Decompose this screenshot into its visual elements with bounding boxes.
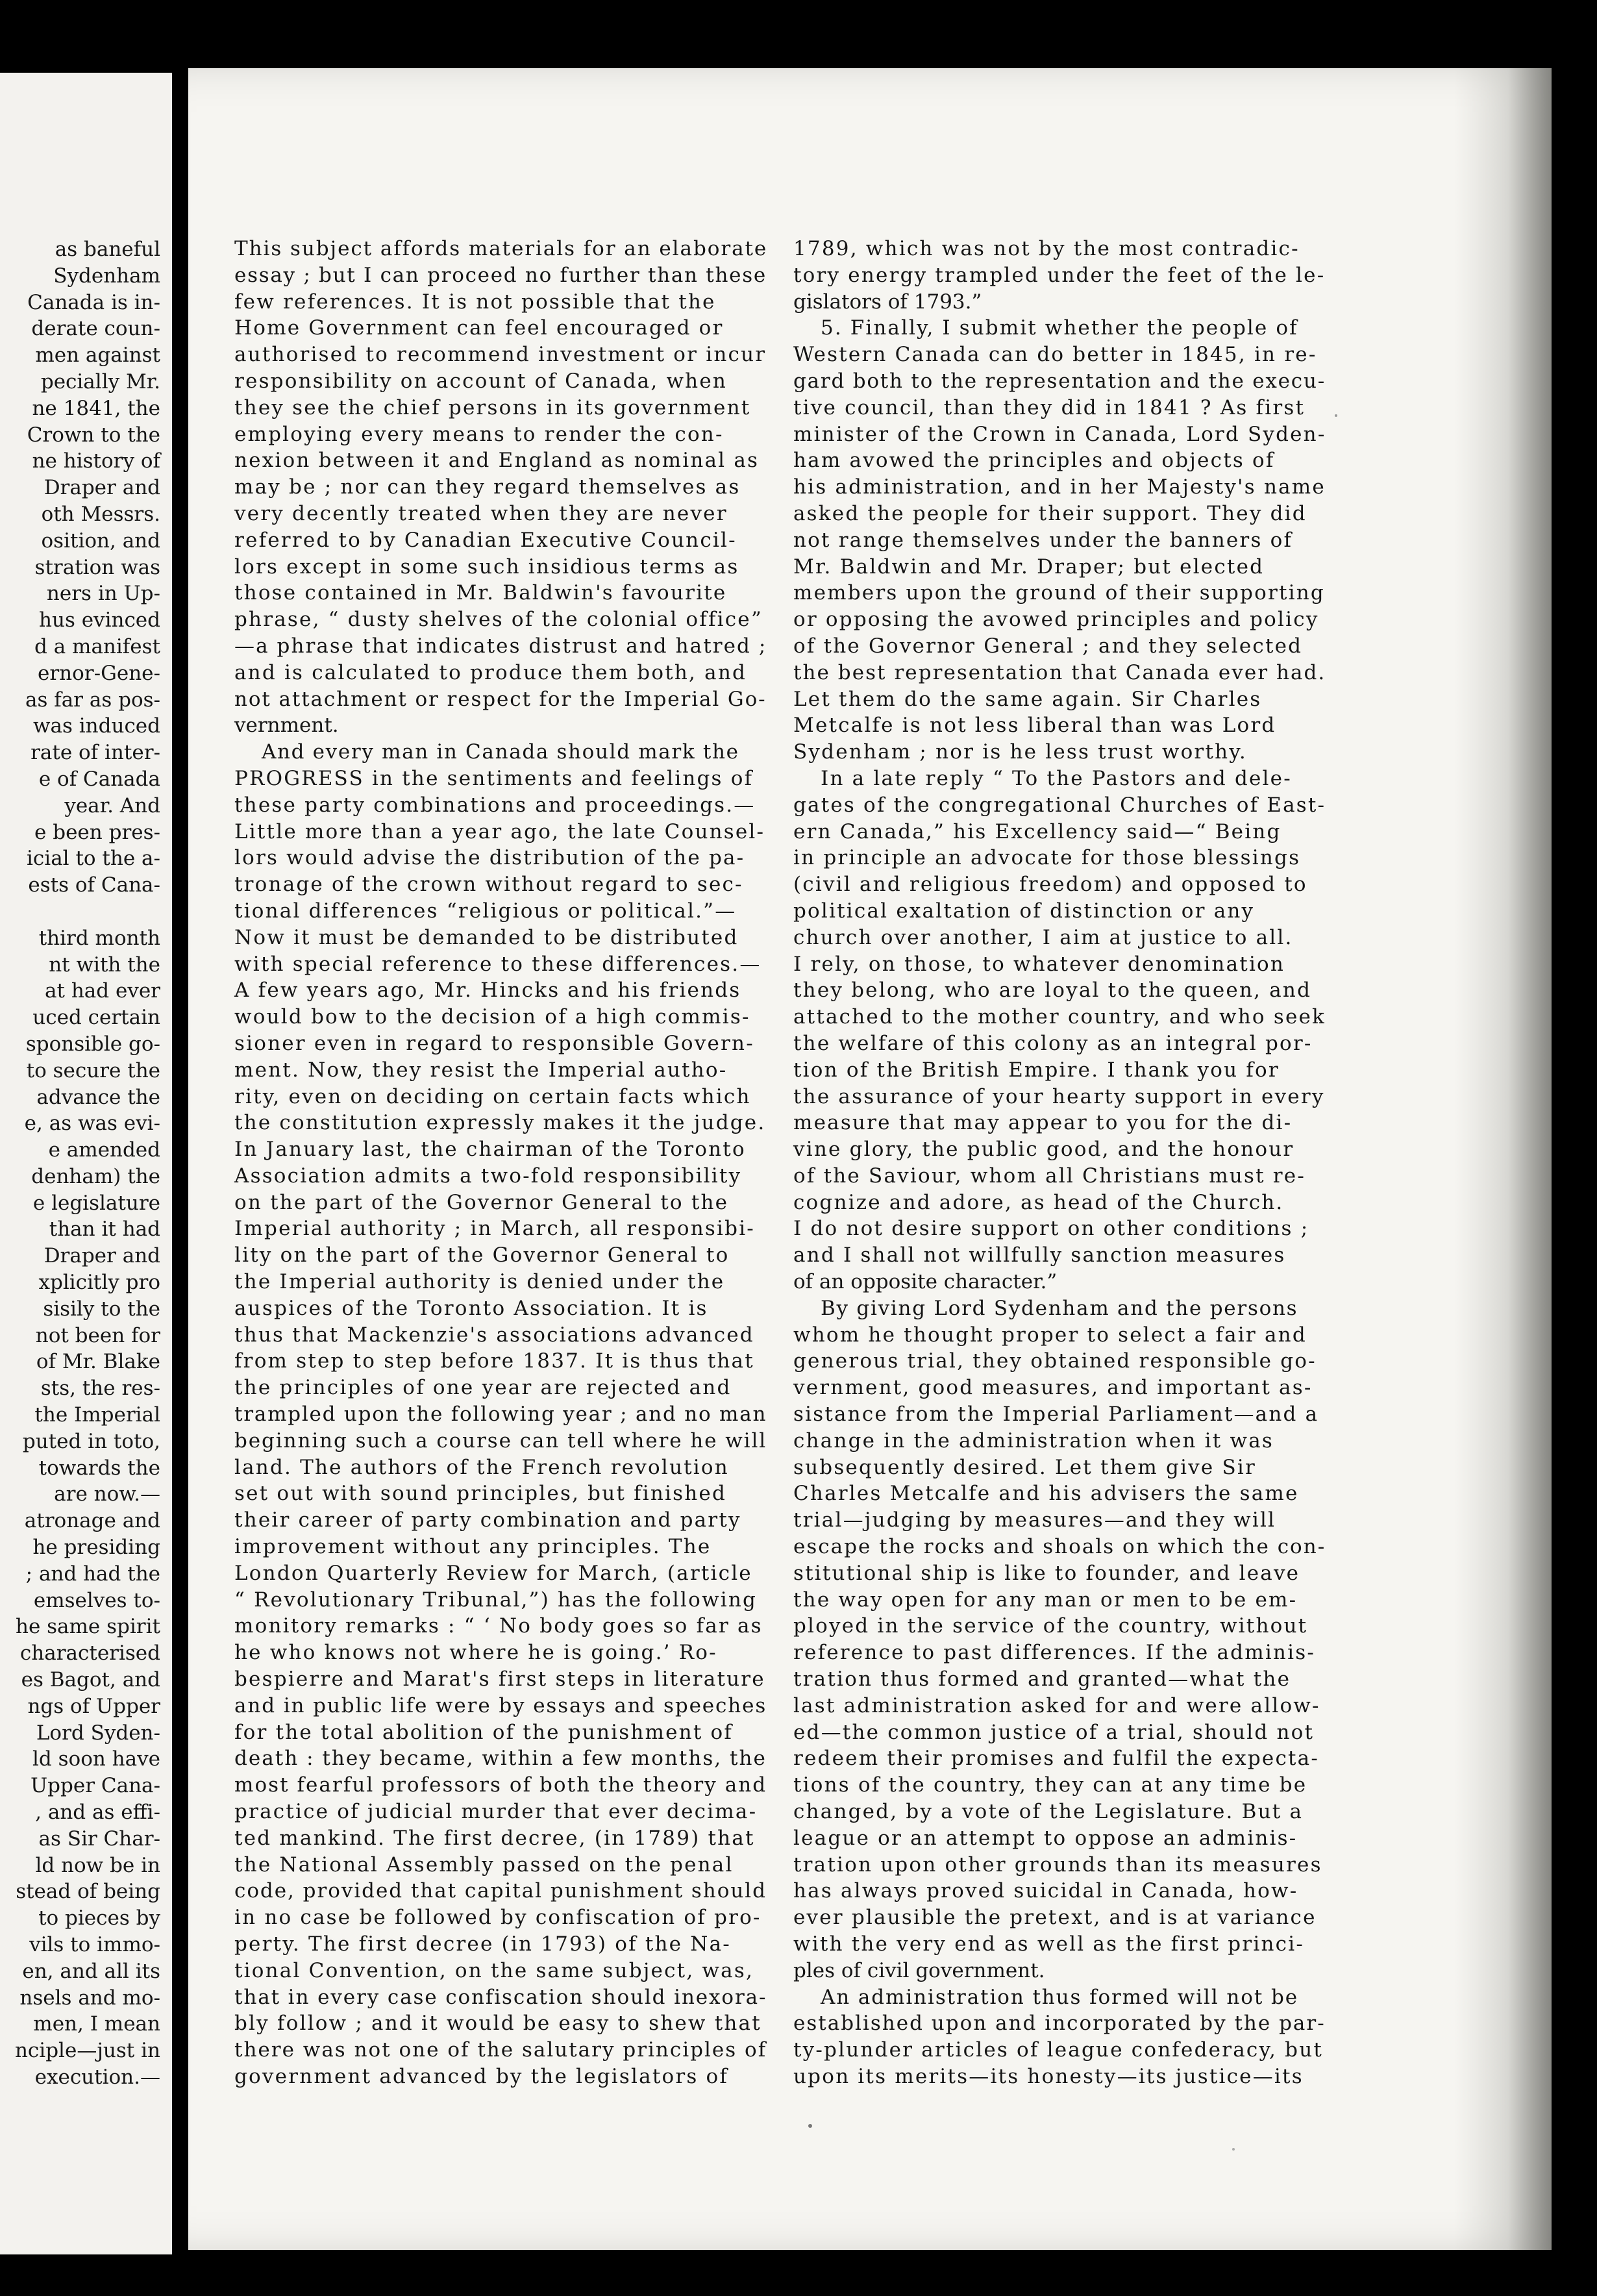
text-line: minister of the Crown in Canada, Lord Syden-: [793, 422, 1326, 446]
text-line: cognize and adore, as head of the Church.: [793, 1190, 1284, 1214]
text-line: on the part of the Governor General to the: [234, 1190, 729, 1214]
text-line: may be ; nor can they regard themselves as: [234, 475, 741, 499]
text-line: practice of judicial murder that ever decima-: [234, 1800, 758, 1824]
text-line: beginning such a course can tell where he will: [234, 1429, 767, 1453]
text-line: escape the rocks and shoals on which the con-: [793, 1535, 1326, 1559]
text-line: subsequently desired. Let them give Sir: [793, 1455, 1257, 1479]
text-line: ployed in the service of the country, without: [793, 1614, 1308, 1638]
text-line: they see the chief persons in its government: [234, 395, 751, 419]
text-line: the best representation that Canada ever had.: [793, 660, 1326, 684]
text-line: rity, even on deciding on certain facts which: [234, 1084, 751, 1108]
text-line: as Sir Char-: [38, 1827, 160, 1851]
text-line: for the total abolition of the punishment of: [234, 1720, 734, 1744]
text-line: characterised: [19, 1641, 160, 1666]
text-line: there was not one of the salutary principles of: [234, 2038, 767, 2062]
text-line: last administration asked for and were allow-: [793, 1693, 1320, 1717]
previous-page-edge: [0, 73, 172, 2254]
text-line: Charles Metcalfe and his advisers the same: [793, 1482, 1299, 1506]
text-line: redeem their promises and fulfil the expecta-: [793, 1747, 1320, 1771]
text-line: [0, 899, 160, 925]
text-line: nexion between it and England as nominal as: [234, 449, 760, 473]
text-line: icial to the a-: [27, 847, 160, 871]
text-line: And every man in Canada should mark the: [262, 740, 739, 764]
text-line: Lord Syden-: [36, 1721, 160, 1745]
text-line: In a late reply “ To the Pastors and dele-: [821, 766, 1292, 790]
text-line: responsibility on account of Canada, when: [234, 369, 728, 393]
text-line: of an opposite character.”: [793, 1270, 1058, 1294]
text-line: emselves to-: [33, 1588, 160, 1612]
text-line: the welfare of this colony as an integral por-: [793, 1031, 1313, 1055]
text-line: they belong, who are loyal to the queen, and: [793, 979, 1312, 1003]
text-line: phrase, “ dusty shelves of the colonial office”: [234, 608, 763, 632]
text-line: gates of the congregational Churches of East-: [793, 793, 1326, 817]
text-line: ests of Cana-: [28, 873, 160, 897]
text-line: nsels and mo-: [19, 1986, 160, 2010]
text-line: tions of the country, they can at any time be: [793, 1773, 1307, 1797]
text-line: thus that Mackenzie's associations advanced: [234, 1323, 754, 1347]
text-line: tration upon other grounds than its measures: [793, 1853, 1322, 1877]
text-line: and in public life were by essays and speeches: [234, 1693, 767, 1717]
text-line: tory energy trampled under the feet of the le-: [793, 263, 1326, 287]
text-line: I do not desire support on other conditions ;: [793, 1217, 1309, 1241]
text-line: would bow to the decision of a high commis-: [234, 1005, 750, 1029]
text-line: most fearful professors of both the theory and: [234, 1773, 767, 1797]
text-line: oth Messrs.: [41, 502, 160, 526]
text-line: osition, and: [41, 529, 160, 553]
text-line: ment. Now, they resist the Imperial autho-: [234, 1058, 728, 1082]
text-line: Canada is in-: [27, 290, 160, 314]
text-line: third month: [38, 926, 160, 950]
text-line: —a phrase that indicates distrust and hatred ;: [234, 634, 767, 658]
text-line: Imperial authority ; in March, all responsibi-: [234, 1217, 755, 1241]
text-line: uced certain: [32, 1006, 160, 1030]
text-line: lity on the part of the Governor General to: [234, 1243, 730, 1267]
text-line: very decently treated when they are never: [234, 501, 728, 525]
text-line: sioner even in regard to responsible Govern-: [234, 1031, 754, 1055]
text-line: vernment, good measures, and important as-: [793, 1376, 1313, 1400]
text-line: ; and had the: [25, 1562, 160, 1586]
text-line: changed, by a vote of the Legislature. But a: [793, 1800, 1304, 1824]
text-line: Association admits a two-fold responsibility: [234, 1164, 742, 1188]
text-line: those contained in Mr. Baldwin's favourite: [234, 581, 727, 605]
text-line: Metcalfe is not less liberal than was Lord: [793, 714, 1276, 738]
text-line: d a manifest: [34, 634, 160, 658]
text-line: tional differences “religious or political.”—: [234, 899, 737, 923]
text-line: hus evinced: [39, 608, 160, 632]
text-line: In January last, the chairman of the Toronto: [234, 1138, 746, 1162]
text-line: that in every case confiscation should inexora-: [234, 1985, 767, 2009]
text-line: the constitution expressly makes it the judge.: [234, 1111, 766, 1135]
text-line: pecially Mr.: [40, 369, 160, 393]
text-line: stration was: [34, 555, 160, 579]
text-line: with the very end as well as the first princi-: [793, 1932, 1304, 1956]
text-line: trampled upon the following year ; and no man: [234, 1403, 767, 1427]
text-line: has always proved suicidal in Canada, how-: [793, 1879, 1298, 1903]
text-line: are now.—: [54, 1482, 160, 1506]
text-line: nt with the: [49, 953, 160, 977]
text-line: in principle an advocate for those blessings: [793, 846, 1301, 870]
text-line: PROGRESS in the sentiments and feelings of: [234, 766, 754, 790]
text-line: ernor-Gene-: [38, 661, 160, 685]
text-line: not been for: [35, 1323, 160, 1347]
text-line: vine glory, the public good, and the honour: [793, 1138, 1294, 1162]
text-line: gislators of 1793.”: [793, 290, 982, 314]
text-line: e of Canada: [38, 767, 160, 791]
page-fold-shadow: [1454, 68, 1552, 2250]
text-line: 5. Finally, I submit whether the people of: [821, 316, 1298, 340]
text-line: of Mr. Blake: [36, 1350, 160, 1374]
text-line: political exaltation of distinction or any: [793, 899, 1255, 923]
text-line: he presiding: [32, 1536, 160, 1560]
text-line: An administration thus formed will not be: [821, 1985, 1298, 2009]
text-line: London Quarterly Review for March, (article: [234, 1561, 752, 1585]
text-line: e legislature: [32, 1191, 160, 1215]
text-line: lors except in some such insidious terms as: [234, 555, 739, 579]
text-line: e been pres-: [34, 820, 160, 844]
text-line: attached to the mother country, and who seek: [793, 1005, 1326, 1029]
text-line: sisily to the: [43, 1297, 160, 1321]
text-line: change in the administration when it was: [793, 1429, 1274, 1453]
text-line: sponsible go-: [25, 1032, 160, 1056]
text-line: he same spirit: [15, 1615, 160, 1639]
text-line: not range themselves under the banners of: [793, 528, 1293, 552]
text-line: ham avowed the principles and objects of: [793, 449, 1275, 473]
text-line: their career of party combination and party: [234, 1508, 741, 1532]
text-line: puted in toto,: [22, 1429, 160, 1453]
text-line: (civil and religious freedom) and opposed to: [793, 873, 1307, 897]
text-line: to pieces by: [38, 1906, 160, 1930]
text-line: the National Assembly passed on the penal: [234, 1853, 734, 1877]
text-line: tional Convention, on the same subject, was,: [234, 1958, 754, 1982]
text-line: ern Canada,” his Excellency said—“ Being: [793, 819, 1281, 843]
text-column-right: [793, 236, 1324, 2090]
text-line: vils to immo-: [29, 1933, 160, 1956]
text-line: en, and all its: [22, 1959, 160, 1983]
text-line: ne 1841, the: [32, 396, 160, 420]
text-line: improvement without any principles. The: [234, 1535, 712, 1559]
text-line: death : they became, within a few months, the: [234, 1747, 767, 1771]
text-line: Draper and: [43, 1244, 160, 1268]
text-line: trial—judging by measures—and they will: [793, 1508, 1276, 1532]
text-line: upon its merits—its honesty—its justice—its: [793, 2064, 1304, 2088]
text-line: members upon the ground of their supporting: [793, 581, 1325, 605]
text-line: code, provided that capital punishment should: [234, 1879, 767, 1903]
text-line: e, as was evi-: [24, 1112, 160, 1136]
text-line: atronage and: [24, 1509, 160, 1533]
text-line: his administration, and in her Majesty's name: [793, 475, 1326, 499]
text-line: lors would advise the distribution of the pa-: [234, 846, 745, 870]
text-line: Sydenham: [53, 264, 160, 288]
text-line: Little more than a year ago, the late Counsel-: [234, 819, 765, 843]
text-line: This subject affords materials for an elaborate: [234, 237, 768, 260]
text-line: 1789, which was not by the most contradic-: [793, 237, 1300, 260]
text-line: bespierre and Marat's first steps in literature: [234, 1667, 765, 1691]
text-line: sistance from the Imperial Parliament—and a: [793, 1403, 1319, 1427]
text-line: these party combinations and proceedings.—: [234, 793, 756, 817]
text-line: bly follow ; and it would be easy to shew that: [234, 2012, 761, 2036]
text-line: in no case be followed by confiscation of pro-: [234, 1906, 761, 1930]
text-line: men against: [35, 343, 160, 368]
text-line: stead of being: [16, 1880, 160, 1904]
text-line: from step to step before 1837. It is thus that: [234, 1349, 754, 1373]
text-line: sts, the res-: [40, 1377, 160, 1401]
text-line: reference to past differences. If the adminis-: [793, 1641, 1315, 1665]
text-line: men, I mean: [33, 2012, 160, 2036]
text-line: “ Revolutionary Tribunal,”) has the following: [234, 1588, 758, 1612]
text-line: as baneful: [55, 238, 160, 261]
text-line: ever plausible the pretext, and is at variance: [793, 1906, 1317, 1930]
text-line: Draper and: [43, 476, 160, 500]
text-line: Crown to the: [27, 423, 160, 447]
text-line: Let them do the same again. Sir Charles: [793, 687, 1262, 711]
text-line: ty-plunder articles of league confederacy, but: [793, 2038, 1324, 2062]
text-line: tronage of the crown without regard to sec-: [234, 873, 743, 897]
text-line: stitutional ship is like to founder, and leave: [793, 1561, 1300, 1585]
text-line: I rely, on those, to whatever denomination: [793, 952, 1285, 976]
text-line: ners in Up-: [46, 582, 160, 606]
text-line: Sydenham ; nor is he less trust worthy.: [793, 740, 1247, 764]
text-line: rate of inter-: [31, 741, 160, 765]
text-line: the principles of one year are rejected and: [234, 1376, 732, 1400]
text-line: essay ; but I can proceed no further than these: [234, 263, 767, 287]
text-line: the Imperial authority is denied under the: [234, 1270, 725, 1294]
text-line: es Bagot, and: [21, 1668, 160, 1692]
text-line: A few years ago, Mr. Hincks and his friends: [234, 979, 741, 1003]
text-column-left: [234, 236, 768, 2090]
text-line: ld soon have: [32, 1747, 160, 1771]
text-line: the assurance of your hearty support in every: [793, 1084, 1325, 1108]
text-line: to secure the: [26, 1058, 160, 1082]
text-line: the way open for any man or men to be em-: [793, 1588, 1298, 1612]
text-line: tration thus formed and granted—what the: [793, 1667, 1291, 1691]
text-line: ted mankind. The first decree, (in 1789) that: [234, 1826, 755, 1850]
text-line: ld now be in: [35, 1853, 160, 1877]
text-line: government advanced by the legislators of: [234, 2064, 729, 2088]
text-line: xplicitly pro: [38, 1271, 160, 1295]
text-line: land. The authors of the French revolution: [234, 1455, 729, 1479]
text-line: with special reference to these differences.—: [234, 952, 761, 976]
text-line: ed—the common justice of a trial, should not: [793, 1720, 1315, 1744]
text-line: tion of the British Empire. I thank you for: [793, 1058, 1280, 1082]
text-line: nciple—just in: [14, 2039, 160, 2063]
text-line: league or an attempt to oppose an adminis-: [793, 1826, 1298, 1850]
text-line: was induced: [32, 714, 160, 738]
text-line: Home Government can feel encouraged or: [234, 316, 724, 340]
text-line: , and as effi-: [35, 1801, 160, 1825]
text-line: church over another, I aim at justice to all.: [793, 925, 1293, 949]
text-line: vernment.: [234, 714, 339, 738]
text-line: of the Governor General ; and they selected: [793, 634, 1303, 658]
text-line: gard both to the representation and the execu-: [793, 369, 1326, 393]
text-line: and I shall not willfully sanction measures: [793, 1243, 1286, 1267]
text-line: denham) the: [31, 1164, 160, 1188]
text-line: perty. The first decree (in 1793) of the Na-: [234, 1932, 731, 1956]
text-line: at had ever: [45, 979, 160, 1003]
text-line: set out with sound principles, but finished: [234, 1482, 727, 1506]
text-line: Upper Cana-: [31, 1774, 160, 1798]
text-line: derate coun-: [31, 317, 160, 341]
text-line: asked the people for their support. They did: [793, 501, 1307, 525]
text-line: ngs of Upper: [27, 1694, 160, 1718]
text-line: measure that may appear to you for the di-: [793, 1111, 1293, 1135]
text-line: auspices of the Toronto Association. It is: [234, 1296, 708, 1320]
text-line: few references. It is not possible that the: [234, 290, 716, 314]
text-line: Mr. Baldwin and Mr. Draper; but elected: [793, 555, 1265, 579]
text-line: year. And: [64, 793, 160, 817]
text-line: Western Canada can do better in 1845, in re-: [793, 343, 1317, 367]
previous-page-text: [0, 236, 160, 2091]
text-line: ne history of: [32, 449, 160, 473]
text-line: or opposing the avowed principles and policy: [793, 608, 1319, 632]
text-line: employing every means to render the con-: [234, 422, 724, 446]
text-line: e amended: [48, 1138, 160, 1162]
text-line: tive council, than they did in 1841 ? As first: [793, 395, 1306, 419]
text-line: established upon and incorporated by the par-: [793, 2012, 1326, 2036]
text-line: towards the: [38, 1456, 160, 1480]
text-line: not attachment or respect for the Imperial Go-: [234, 687, 767, 711]
text-line: whom he thought proper to select a fair and: [793, 1323, 1307, 1347]
text-line: of the Saviour, whom all Christians must re-: [793, 1164, 1306, 1188]
text-line: ples of civil government.: [793, 1958, 1045, 1982]
main-page: [188, 68, 1552, 2250]
text-line: than it had: [49, 1217, 160, 1242]
text-line: advance the: [36, 1085, 160, 1109]
text-line: generous trial, they obtained responsible go-: [793, 1349, 1317, 1373]
text-line: By giving Lord Sydenham and the persons: [821, 1296, 1298, 1320]
text-line: Now it must be demanded to be distributed: [234, 925, 739, 949]
text-line: he who knows not where he is going.’ Ro-: [234, 1641, 717, 1665]
text-line: as far as pos-: [25, 688, 160, 712]
text-line: and is calculated to produce them both, and: [234, 660, 747, 684]
text-line: monitory remarks : “ ‘ No body goes so far as: [234, 1614, 763, 1638]
text-line: the Imperial: [34, 1403, 160, 1427]
text-line: authorised to recommend investment or incur: [234, 343, 767, 367]
text-line: execution.—: [34, 2065, 160, 2089]
text-line: referred to by Canadian Executive Council-: [234, 528, 737, 552]
